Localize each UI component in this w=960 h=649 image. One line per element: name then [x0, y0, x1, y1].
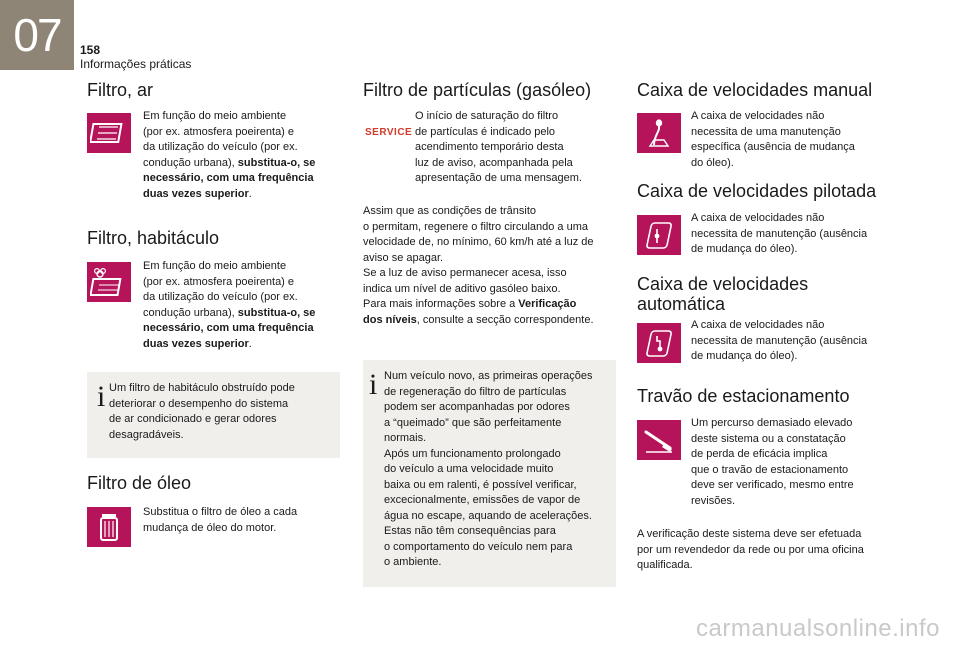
- dpf-intro-text: O início de saturação do filtro de partículas é indicado pelo acendimento temporário desta luz de aviso, acompanhada pela apresentação de uma mensagem.: [415, 110, 582, 184]
- cabin-filter-note: [87, 372, 340, 458]
- automatic-gearbox-text: A caixa de velocidades não necessita de manutenção (ausência de mudança do óleo).: [691, 319, 868, 362]
- automatic-gearbox-icon: [637, 323, 681, 363]
- heading-air-filter: Filtro, ar: [87, 80, 154, 100]
- dpf-body-text: Assim que as condições de trânsito o permitam, regenere o filtro circulando a uma velocidade de, no mínimo, 60 km/h até a luz de aviso se apagar. Se a luz de aviso permanecer acesa, isso indica um nível de aditivo gasóleo baixo. Para mais informações sobre a Verificação dos níveis, consulte a secção correspondente.: [363, 205, 594, 326]
- chapter-tab: 07: [0, 0, 74, 70]
- cabin-filter-text: Em função do meio ambiente (por ex. atmosfera poeirenta) e da utilização do veículo (por ex. condução urbana), substitua-o, se necessário, com uma frequência duas vezes superior.: [143, 260, 316, 350]
- section-name: Informações práticas: [80, 57, 192, 71]
- dpf-note-text: Num veículo novo, as primeiras operações de regeneração do filtro de partículas podem ser acompanhadas por odores a “queimado” que são perfeitamente normais. Após um funcionamento prolongado do veículo a uma velocidade muito baixa ou em ralenti, é possível verificar, excecionalmente, emissões de vapor de água no escape, aquando de acelerações. Estas não têm consequências para o comportamento do veículo nem para o ambiente.: [384, 370, 593, 568]
- manual-gearbox-icon: [637, 113, 681, 153]
- heading-parking-brake: Travão de estacionamento: [637, 386, 850, 406]
- heading-manual-gearbox: Caixa de velocidades manual: [637, 80, 873, 100]
- parking-brake-closing-text: A verificação deste sistema deve ser efetuada por um revendedor da rede ou por uma oficina qualificada.: [637, 528, 864, 571]
- manual-gearbox-text: A caixa de velocidades não necessita de uma manutenção específica (ausência de mudança do óleo).: [691, 110, 855, 169]
- cabin-filter-icon: [87, 262, 131, 302]
- parking-brake-icon: [637, 420, 681, 460]
- heading-piloted-gearbox: Caixa de velocidades pilotada: [637, 181, 877, 201]
- cabin-filter-note-text: Um filtro de habitáculo obstruído pode deteriorar o desempenho do sistema de ar condicionado e gerar odores desagradáveis.: [109, 382, 295, 441]
- piloted-gearbox-text: A caixa de velocidades não necessita de manutenção (ausência de mudança do óleo).: [691, 212, 868, 255]
- info-icon: i: [97, 380, 106, 413]
- oil-filter-icon: [87, 507, 131, 547]
- service-warning-icon: SERVICE: [365, 127, 413, 138]
- parking-brake-text: Um percurso demasiado elevado deste sistema ou a constatação de perda de eficácia implica que o travão de estacionamento deve ser verificado, mesmo entre revisões.: [691, 417, 854, 507]
- heading-oil-filter: Filtro de óleo: [87, 473, 192, 493]
- heading-dpf: Filtro de partículas (gasóleo): [363, 80, 592, 100]
- watermark: carmanualsonline.info: [696, 615, 940, 642]
- heading-automatic-gearbox: Caixa de velocidades automática: [637, 274, 809, 314]
- piloted-gearbox-icon: [637, 215, 681, 255]
- page-number: 158: [80, 43, 101, 57]
- air-filter-icon: [87, 113, 131, 153]
- dpf-note: [363, 360, 616, 587]
- info-icon: i: [369, 368, 378, 401]
- air-filter-text: Em função do meio ambiente (por ex. atmosfera poeirenta) e da utilização do veículo (por ex. condução urbana), substitua-o, se necessário, com uma frequência duas vezes superior.: [143, 110, 316, 200]
- oil-filter-text: Substitua o filtro de óleo a cada mudança de óleo do motor.: [143, 506, 298, 534]
- heading-cabin-filter: Filtro, habitáculo: [87, 228, 220, 248]
